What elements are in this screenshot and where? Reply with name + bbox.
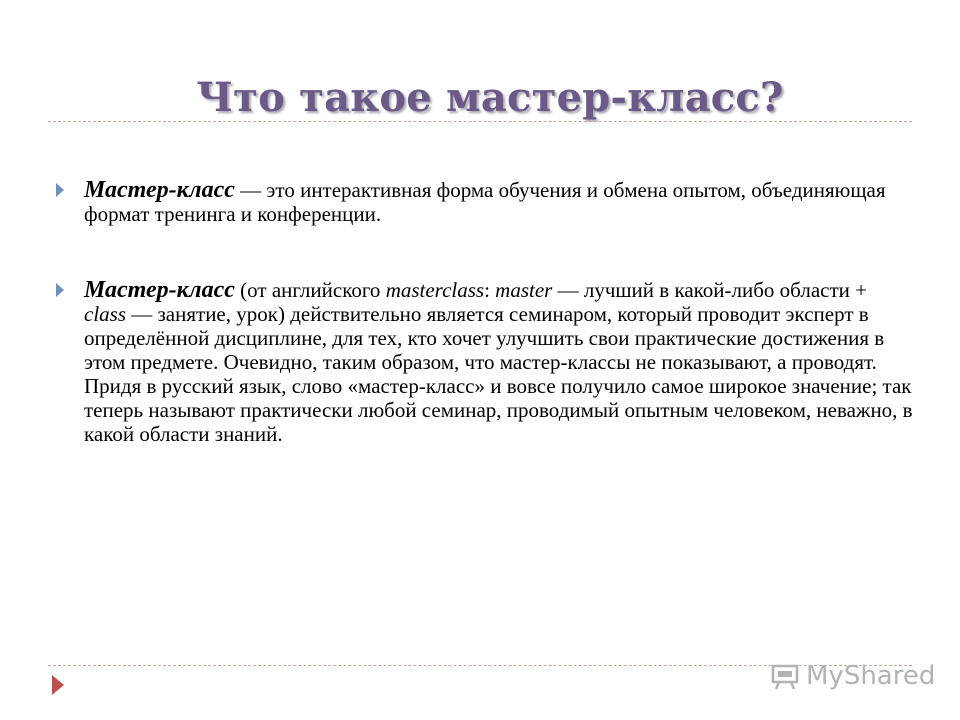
bullet-text: (от английского <box>234 278 386 302</box>
bullet-term: Мастер-класс <box>84 177 235 203</box>
english-word: masterclass <box>385 278 485 302</box>
bullet-text: : <box>484 278 496 302</box>
english-word: class <box>84 302 126 326</box>
bullet-list <box>54 178 914 446</box>
bullet-term: Мастер-класс <box>84 277 235 303</box>
previous-slide-icon[interactable] <box>52 675 64 695</box>
slide-title: Что такое мастер-класс? <box>196 74 784 121</box>
bullet-text: — лучший в какой-либо области + <box>552 278 867 302</box>
bullet-arrow-icon <box>56 183 64 197</box>
bullet-text: — занятие, урок) действительно является семинаром, который проводит эксперт в определённой дисциплине, для тех, кто хочет улучшить свои практические достижения в этом предмете. Очевидно, таким образом, что мастер-классы не показывают, а проводят. Придя в русский язык, слово «мастер-класс» и вовсе получило самое широкое значение; так теперь называют практически любой семинар, проводимый опытным человеком, неважно, в какой области знаний. <box>84 302 913 446</box>
bullet-arrow-icon <box>56 283 64 297</box>
title-divider <box>48 121 912 122</box>
bullet-item <box>54 278 914 446</box>
watermark-text: MyShared <box>806 661 936 691</box>
watermark-logo <box>770 658 935 694</box>
bullet-item <box>54 178 914 226</box>
bullet-text: — это интерактивная форма обучения и обмена опытом, объединяющая формат тренинга и конференции. <box>84 178 886 226</box>
english-word: master <box>495 278 553 302</box>
presentation-board-icon <box>770 661 800 691</box>
